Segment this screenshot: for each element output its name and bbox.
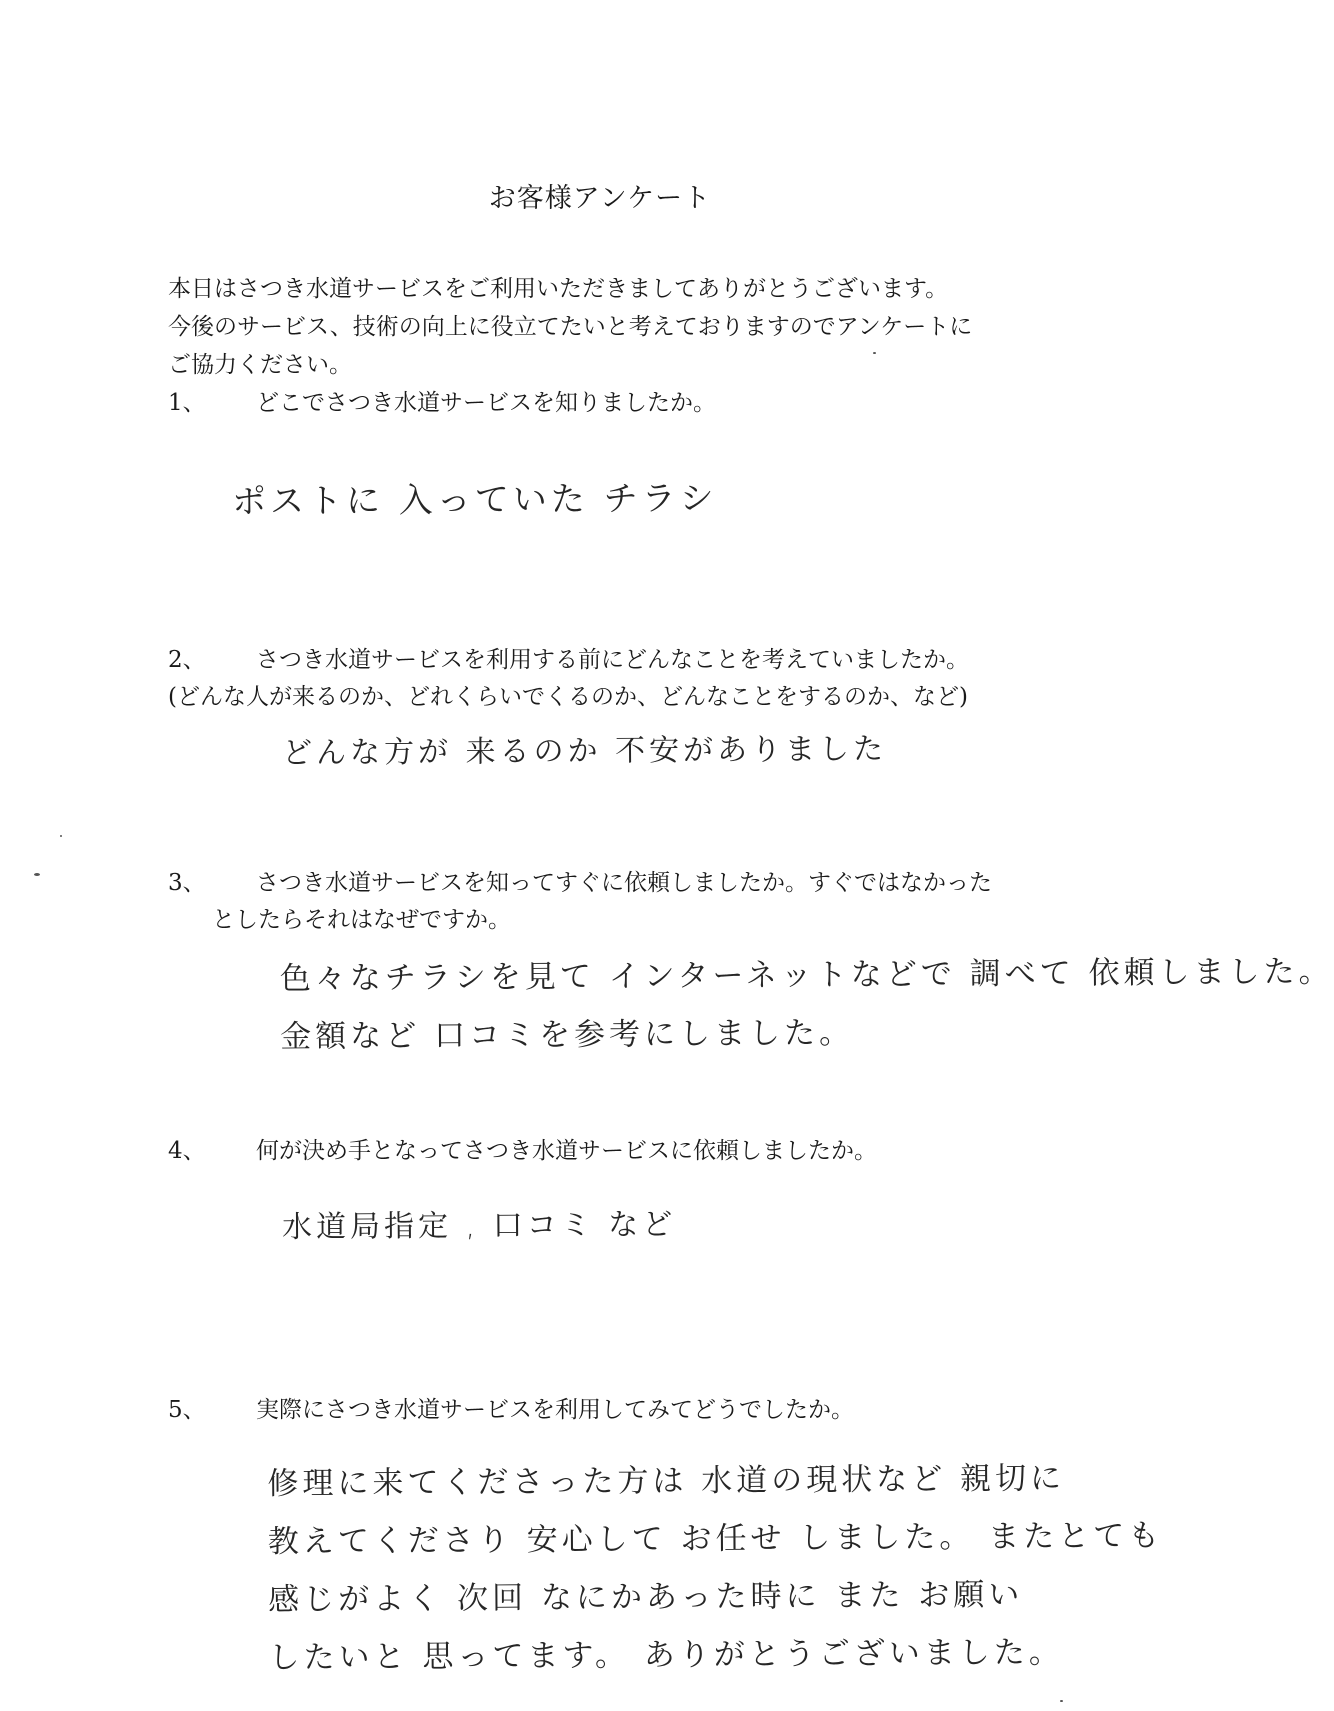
answer-2: どんな方が 来るのか 不安がありました [281,731,888,771]
intro-line: 今後のサービス、技術の向上に役立てたいと考えておりますのでアンケートに [168,314,973,340]
question-text: さつき水道サービスを利用する前にどんなことを考えていましたか。 [256,647,969,673]
answer-5 [267,1449,1164,1687]
question-number: 3、 [168,870,206,896]
question-subtext: としたらそれはなぜですか。 [212,907,511,933]
question-5 [168,1392,854,1429]
answer-3 [280,943,1334,1066]
answer-line: 教えてくださり 安心して お任せ しました。 またとても [267,1517,1164,1561]
question-text: 実際にさつき水道サービスを利用してみてどうでしたか。 [256,1397,854,1423]
answer-line: 色々なチラシを見て インターネットなどで 調べて 依頼しました。 [279,953,1334,998]
answer-1: ポストに 入っていた チラシ [231,478,718,522]
scan-speck [60,835,62,837]
answer-4: 水道局指定 , 口コミ など [281,1207,677,1245]
question-subtext: (どんな人が来るのか、どれくらいでくるのか、どんなことをするのか、など) [168,684,968,710]
question-4 [168,1133,877,1170]
answer-line: 感じがよく 次回 なにかあった時に また お願い [268,1576,1024,1618]
scan-speck [1060,1700,1063,1702]
intro-text [168,270,1088,384]
intro-line: ご協力ください。 [168,352,352,378]
survey-title: お客様アンケート [488,183,712,214]
scan-speck [34,873,40,876]
question-number: 4、 [168,1138,206,1164]
question-number: 5、 [168,1397,206,1423]
question-text: 何が決め手となってさつき水道サービスに依頼しましたか。 [256,1138,877,1164]
intro-line: 本日はさつき水道サービスをご利用いただきましてありがとうございます。 [168,276,949,302]
question-text: さつき水道サービスを知ってすぐに依頼しましたか。すぐではなかった [256,870,992,896]
answer-line: したいと 思ってます。 ありがとうございました。 [268,1634,1064,1676]
answer-line: 金額など 口コミを参考にしました。 [280,1014,855,1055]
question-number: 1、 [168,390,206,416]
scan-speck [873,352,876,354]
answer-line: 修理に来てくださった方は 水道の現状など 親切に [267,1460,1066,1503]
question-number: 2、 [168,647,206,673]
question-1 [168,385,716,422]
question-3 [168,865,992,939]
question-text: どこでさつき水道サービスを知りましたか。 [256,390,716,416]
question-2 [168,642,969,716]
